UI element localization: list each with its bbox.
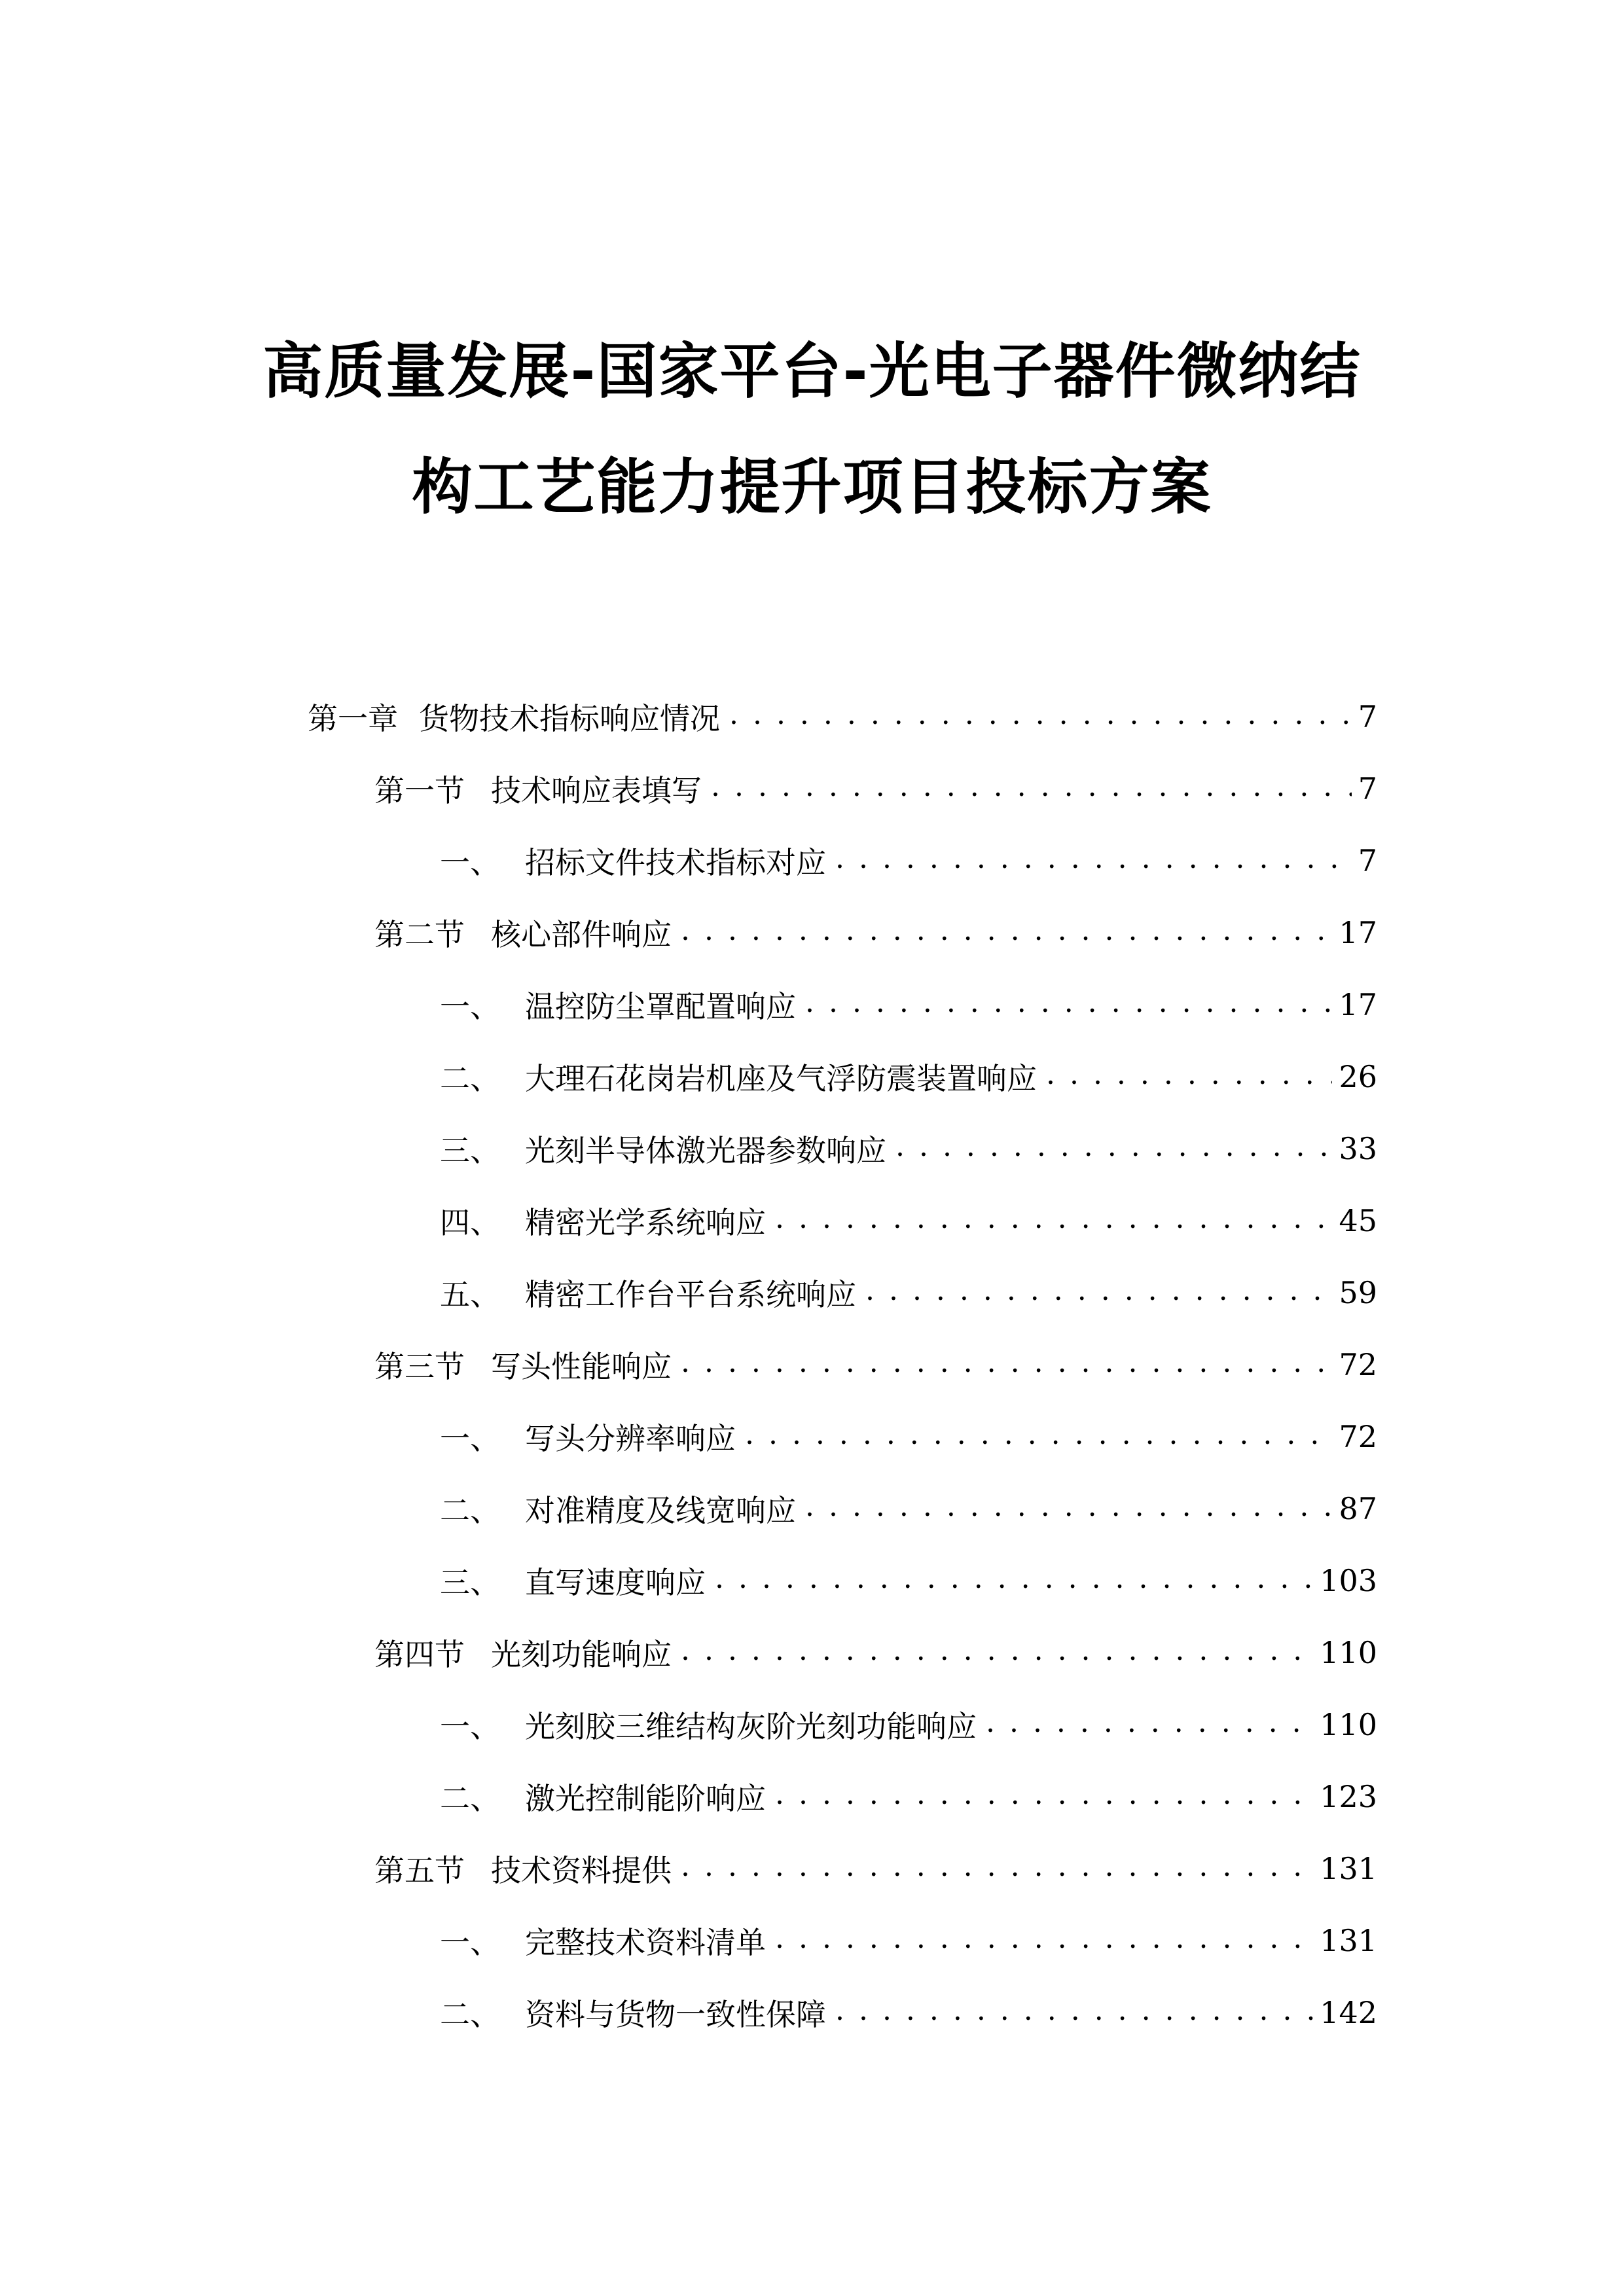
toc-dot-leader — [805, 986, 1332, 1023]
toc-entry-text: 技术资料提供 — [491, 1853, 672, 1888]
document-title-line-1: 高质量发展-国家平台-光电子器件微纳结 — [262, 336, 1362, 406]
toc-entry-page: 45 — [1339, 1203, 1377, 1238]
toc-entry[interactable] — [440, 1198, 1377, 1244]
toc-entry-page: 7 — [1358, 771, 1377, 806]
toc-dot-leader — [681, 914, 1332, 951]
toc-entry-number: 一、 — [440, 989, 500, 1024]
toc-entry-number: 第一章 — [308, 701, 398, 736]
toc-entry-text: 完整技术资料清单 — [525, 1925, 766, 1960]
toc-entry-number: 第一节 — [374, 773, 465, 808]
toc-entry-text: 写头性能响应 — [491, 1349, 672, 1384]
toc-entry-text: 货物技术指标响应情况 — [419, 701, 720, 736]
toc-dot-leader — [681, 1850, 1313, 1887]
toc-dot-leader — [711, 770, 1352, 807]
toc-entry-number: 二、 — [440, 1997, 500, 2032]
toc-entry[interactable] — [440, 1702, 1377, 1748]
toc-entry-text: 光刻半导体激光器参数响应 — [525, 1133, 886, 1168]
toc-dot-leader — [681, 1346, 1332, 1383]
toc-entry-number: 四、 — [440, 1205, 500, 1240]
toc-entry-text: 资料与货物一致性保障 — [525, 1997, 826, 2032]
toc-entry-text: 技术响应表填写 — [491, 773, 702, 808]
toc-entry-text: 写头分辨率响应 — [525, 1421, 736, 1456]
toc-entry-number: 一、 — [440, 1421, 500, 1456]
toc-entry-page: 142 — [1320, 1995, 1377, 2030]
toc-entry[interactable] — [440, 982, 1377, 1028]
toc-entry-page: 7 — [1358, 699, 1377, 734]
toc-entry[interactable] — [440, 1414, 1377, 1460]
toc-entry-page: 123 — [1320, 1779, 1377, 1814]
toc-dot-leader — [805, 1490, 1332, 1527]
toc-dot-leader — [1046, 1058, 1332, 1095]
toc-dot-leader — [715, 1562, 1313, 1599]
toc-entry[interactable] — [440, 838, 1377, 884]
toc-entry-number: 一、 — [440, 1925, 500, 1960]
toc-entry-number: 第四节 — [374, 1637, 465, 1672]
toc-entry-page: 17 — [1339, 987, 1377, 1022]
toc-dot-leader — [681, 1634, 1313, 1671]
toc-entry-page: 110 — [1320, 1707, 1377, 1742]
toc-entry-number: 第五节 — [374, 1853, 465, 1888]
toc-entry-text: 对准精度及线宽响应 — [525, 1493, 796, 1528]
toc-entry[interactable] — [440, 1918, 1377, 1964]
toc-entry-page: 103 — [1320, 1563, 1377, 1598]
toc-entry-text: 大理石花岗岩机座及气浮防震装置响应 — [525, 1061, 1037, 1096]
toc-entry-text: 直写速度响应 — [525, 1565, 706, 1600]
toc-entry-text: 招标文件技术指标对应 — [525, 845, 826, 880]
toc-entry[interactable] — [440, 1990, 1377, 2036]
toc-dot-leader — [775, 1778, 1313, 1815]
toc-dot-leader — [729, 698, 1352, 735]
toc-entry[interactable] — [374, 910, 1377, 956]
toc-dot-leader — [745, 1418, 1332, 1455]
toc-entry[interactable] — [374, 1846, 1377, 1892]
toc-entry-number: 一、 — [440, 1709, 500, 1744]
toc-dot-leader — [895, 1130, 1332, 1167]
toc-entry[interactable] — [374, 766, 1377, 812]
toc-dot-leader — [775, 1922, 1313, 1959]
toc-entry-number: 三、 — [440, 1133, 500, 1168]
toc-dot-leader — [865, 1274, 1332, 1311]
toc-entry[interactable] — [440, 1270, 1377, 1316]
toc-entry[interactable] — [374, 1630, 1377, 1676]
toc-entry-text: 精密工作台平台系统响应 — [525, 1277, 856, 1312]
toc-entry-number: 第三节 — [374, 1349, 465, 1384]
toc-entry-page: 7 — [1358, 843, 1377, 878]
toc-entry[interactable] — [440, 1054, 1377, 1100]
toc-entry[interactable] — [374, 1342, 1377, 1388]
toc-entry-page: 110 — [1320, 1635, 1377, 1670]
toc-entry-page: 131 — [1320, 1851, 1377, 1886]
toc-entry-page: 33 — [1339, 1131, 1377, 1166]
toc-dot-leader — [986, 1706, 1313, 1743]
toc-entry-page: 131 — [1320, 1923, 1377, 1958]
toc-entry-text: 核心部件响应 — [491, 917, 672, 952]
toc-entry-page: 72 — [1339, 1419, 1377, 1454]
toc-entry-number: 二、 — [440, 1781, 500, 1816]
toc-entry-text: 光刻胶三维结构灰阶光刻功能响应 — [525, 1709, 977, 1744]
toc-entry-text: 光刻功能响应 — [491, 1637, 672, 1672]
toc-entry-number: 第二节 — [374, 917, 465, 952]
toc-dot-leader — [835, 842, 1352, 879]
toc-dot-leader — [775, 1202, 1332, 1239]
toc-entry[interactable] — [440, 1774, 1377, 1820]
toc-entry-text: 激光控制能阶响应 — [525, 1781, 766, 1816]
toc-entry-text: 温控防尘罩配置响应 — [525, 989, 796, 1024]
toc-entry-page: 17 — [1339, 915, 1377, 950]
toc-entry-number: 一、 — [440, 845, 500, 880]
toc-entry-number: 三、 — [440, 1565, 500, 1600]
toc-entry-number: 五、 — [440, 1277, 500, 1312]
toc-entry-number: 二、 — [440, 1493, 500, 1528]
document-title-line-2: 构工艺能力提升项目投标方案 — [412, 452, 1212, 522]
toc-entry-page: 72 — [1339, 1347, 1377, 1382]
toc-entry[interactable] — [440, 1486, 1377, 1532]
toc-entry-page: 87 — [1339, 1491, 1377, 1526]
toc-entry-page: 59 — [1339, 1275, 1377, 1310]
toc-entry-text: 精密光学系统响应 — [525, 1205, 766, 1240]
toc-entry[interactable] — [308, 694, 1377, 740]
toc-dot-leader — [835, 1994, 1313, 2031]
toc-entry[interactable] — [440, 1558, 1377, 1604]
toc-entry-page: 26 — [1339, 1059, 1377, 1094]
toc-entry[interactable] — [440, 1126, 1377, 1172]
toc-entry-number: 二、 — [440, 1061, 500, 1096]
